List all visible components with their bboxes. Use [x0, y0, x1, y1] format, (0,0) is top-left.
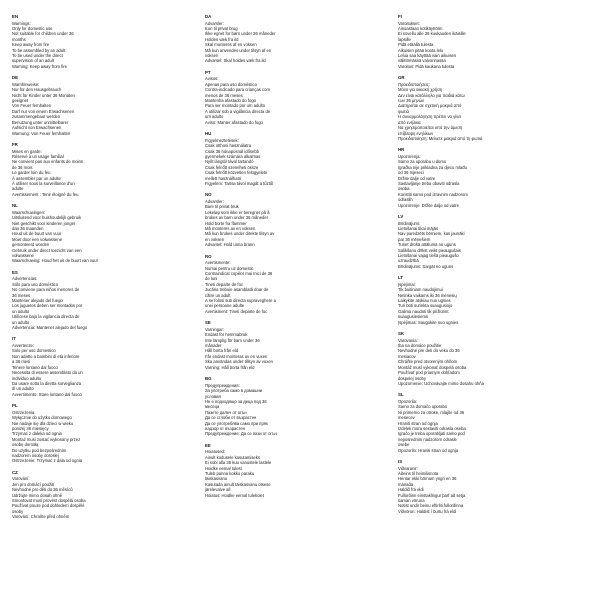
- language-section-fi: [398, 14, 584, 69]
- warning-line: Hoiatus: Hoidke eemal tulekolet: [205, 492, 264, 498]
- warning-line: надзор от възрастен: [205, 425, 245, 431]
- warning-line: Tuleb panna kokku paraku: [205, 470, 255, 476]
- warning-line: Non adatto a bambini di età inferiore: [12, 353, 80, 359]
- warning-line: To be assembled by an adult: [12, 47, 66, 53]
- warning-line: täiskasvanu: [205, 476, 228, 482]
- language-section-hr: [398, 147, 584, 208]
- language-code: FI: [398, 14, 402, 19]
- warning-line: Varoitukset:: [398, 20, 420, 26]
- warning-line: Používat pouze pod dohledem dospělé: [12, 503, 85, 509]
- warning-line: επίβλεψη ενηλίκων: [398, 130, 434, 136]
- warning-line: osoba: [398, 186, 410, 192]
- warning-line: Nur für den Hausgebrauch: [12, 87, 62, 93]
- warning-line: välittömässä valvonnassa: [398, 58, 446, 64]
- warning-line: Niet geschikt voor kinderen jonger: [12, 220, 76, 226]
- warning-line: Apenas para uso doméstico: [205, 81, 257, 87]
- warning-line: Notist undir beinu eftirliti fullorðinna: [398, 503, 464, 509]
- warning-line: Varovania:: [398, 337, 418, 343]
- warning-line: Haldið frá eldi: [398, 487, 424, 493]
- warning-line: mánaða: [398, 481, 414, 487]
- warning-line: Csak 36 hónaposnál idősebb: [205, 148, 260, 154]
- warning-line: individuo adulto: [12, 375, 42, 381]
- warning-line: Får endast monteras av en vuxen: [205, 353, 268, 359]
- warning-line: saman vöruna: [398, 498, 425, 503]
- warning-line: Įspėjimai:: [398, 281, 416, 287]
- warning-line: Må kun anvendes under tilsyn af en: [205, 47, 272, 53]
- warning-line: Csak felnőtt szerelheti össze: [205, 164, 259, 170]
- language-section-sk: [398, 331, 584, 386]
- warning-line: odraslih: [398, 197, 413, 203]
- warning-line: Tik buitiniam naudojimui: [398, 287, 443, 293]
- warning-line: Warning: Keep away from fire: [12, 63, 68, 69]
- language-code: DA: [205, 14, 212, 19]
- language-code: LV: [398, 213, 404, 219]
- warning-line: Προειδοποιήσεις:: [398, 81, 431, 87]
- warning-line: Advarsler:: [205, 198, 224, 204]
- language-code: CZ: [12, 469, 18, 475]
- warning-line: Varování: Chraňte před ohněm: [12, 514, 70, 520]
- warning-line: Avertissement : Tenir éloigné du feu: [12, 191, 79, 197]
- warning-line: unei persoane adulte: [205, 303, 245, 309]
- warning-line: Jen pro domácí použití: [12, 481, 55, 487]
- warning-line: Montáž musí vykonať dospelá osoba: [398, 364, 467, 370]
- warning-line: Διατηρείται σε σχετική μακριά από: [398, 103, 462, 109]
- warning-line: Nav paredzēts bērniem, kas jaunāki: [398, 231, 465, 237]
- warning-line: Να χρησιμοποιείται υπό την άμεση: [398, 125, 463, 131]
- language-code: DE: [12, 75, 19, 81]
- language-section-de: [12, 75, 198, 136]
- warning-line: a 36 mesi: [12, 359, 31, 365]
- warning-line: zusammengebaut werden: [12, 114, 61, 120]
- warning-line: Varoitus: Pidä kaukana tulesta: [398, 63, 455, 69]
- warning-line: Turi būti surinkta suaugusiojo: [398, 303, 453, 309]
- warning-line: osobę dorosłą: [12, 442, 39, 448]
- warning-line: Må monteres av en voksen: [205, 225, 256, 231]
- warning-line: Contraindicat copiilor mai mici de 36: [205, 271, 273, 276]
- warning-line: suaugusiesiems: [398, 314, 429, 320]
- warning-line: Sólo para uso doméstico: [12, 281, 59, 287]
- warning-line: Upozornenie: Uchovávajte mimo dosahu ohňa: [398, 380, 484, 386]
- warning-line: Nyílt lángtól távol tartandó: [205, 159, 254, 165]
- language-code: SL: [398, 392, 404, 398]
- warning-line: Lekeløp som ikke er beregnet på å: [205, 209, 270, 215]
- warning-line: Ostrzeżenie: Trzymać z dala od ognia: [12, 458, 83, 464]
- warning-line: À assembler par un adulte: [12, 175, 61, 181]
- warning-line: Η συναρμολόγηση πρέπει να γίνει: [398, 114, 462, 120]
- warning-line: Los juguetes deben ser montados por: [12, 303, 83, 309]
- warning-line: Laikykite atokiau nuo ugnies: [398, 298, 451, 304]
- warning-line: Предупреждения:: [205, 382, 240, 388]
- warning-line: Ostrzeżenia:: [12, 409, 36, 415]
- warning-line: Solo per uso domestico: [12, 348, 56, 354]
- warning-line: Turiet drošā attālumā no uguns: [398, 242, 456, 248]
- warning-line: nadzorem osoby dorosłej: [12, 452, 59, 458]
- warning-line: Figyelem: Tartsa távol magát a tűztől: [205, 180, 274, 186]
- language-code: SE: [205, 320, 211, 326]
- warning-line: Mantener alejado del fuego: [12, 298, 63, 304]
- warning-line: φωτιά: [398, 108, 409, 114]
- language-section-ee: [205, 443, 391, 498]
- warning-line: Tineti departe de foc: [205, 281, 244, 287]
- warning-line: Jucăria trebuie asamblată doar de: [205, 287, 269, 293]
- warning-line: Ni primerno za otroke, mlajše od 36: [398, 409, 465, 415]
- warning-line: Ainoastaan kotikäyttöön: [398, 26, 443, 31]
- language-section-en: [12, 14, 198, 69]
- warning-line: Μόνο για οικιακή χρήση: [398, 87, 443, 93]
- warning-line: To be used under the direct: [12, 53, 63, 59]
- warning-line: A utilizar sob a vigilância directa de: [205, 108, 271, 114]
- language-section-lv: [398, 214, 584, 269]
- warning-line: Bare til privat bruk: [205, 204, 239, 210]
- warning-line: Avvertimento: Stare lontano dal fuoco: [12, 391, 82, 397]
- warning-line: de luni: [205, 276, 218, 282]
- warning-line: Nie nadaje się dla dzieci w wieku: [12, 420, 74, 426]
- warning-line: Пазете далеч от огън: [205, 409, 247, 415]
- warning-line: Chráňte pred otvoreným ohňom: [398, 359, 458, 365]
- warning-line: către un adult: [205, 292, 231, 298]
- warning-line: από ενήλικα: [398, 119, 421, 125]
- warning-line: Ainult kodusele kasutamiseks: [205, 454, 260, 460]
- language-section-hu: [205, 131, 391, 186]
- warning-line: Von Feuer fernhalten: [12, 103, 52, 109]
- warning-line: Ska användas under tillsyn av vuxen: [205, 359, 273, 365]
- warning-line: voksen: [205, 53, 219, 59]
- warning-line: geeignet: [12, 98, 29, 104]
- language-code: IT: [12, 336, 16, 342]
- warning-line: brukes av barn under 36 måneder: [205, 215, 269, 221]
- language-code: ES: [12, 269, 18, 275]
- warning-line: Не е подходящо за деца под 36: [205, 398, 267, 404]
- warning-line: volwassene: [12, 253, 34, 258]
- warning-line: uzraudzībā: [398, 258, 419, 264]
- warning-line: Mises en garde:: [12, 148, 42, 154]
- language-code: EE: [205, 442, 211, 448]
- warning-line: Iba na domáce použitie: [398, 343, 442, 349]
- language-section-nl: [12, 203, 198, 264]
- warning-line: Advarsler:: [205, 20, 224, 26]
- warning-line: No conviene para niños menores de: [12, 287, 80, 293]
- warning-line: lapsille: [398, 36, 411, 42]
- warning-line: Leluа saa käyttää vain aikuisen: [398, 53, 457, 59]
- warning-line: Salikšanu drīkst veikt pieaugušais: [398, 247, 461, 253]
- warning-line: 36 meses: [12, 292, 31, 298]
- warning-line: de 36 mois: [12, 164, 33, 170]
- language-section-ro: [205, 254, 391, 315]
- warning-line: Hoiatused:: [205, 449, 226, 455]
- warning-line: mesecev: [398, 415, 415, 421]
- warning-line: un adulto: [12, 308, 30, 314]
- language-section-gr: [398, 75, 584, 141]
- warning-line: Aufsicht von Erwachsenen: [12, 125, 62, 131]
- language-section-is: [398, 459, 584, 514]
- language-section-se: [205, 320, 391, 370]
- language-section-cz: [12, 470, 198, 520]
- language-section-sl: [398, 392, 584, 453]
- warning-line: Viðvörun: Haldist í burtu frá eldi: [398, 508, 457, 514]
- warning-line: Contra-indicado para crianças com: [205, 87, 270, 93]
- warning-line: mesiacov: [398, 353, 416, 359]
- language-code: PL: [12, 403, 18, 409]
- warning-line: Waarschuwingen:: [12, 209, 46, 215]
- warning-line: Aikuisen pitää koota lelu: [398, 47, 444, 53]
- warning-line: За употреба само в домашни: [205, 388, 263, 394]
- warning-line: Csak felnőtt közvetlen felügyelete: [205, 170, 268, 176]
- warning-line: Hold borte fra flammer: [205, 220, 247, 226]
- warning-line: Håll borta från eld: [205, 348, 239, 354]
- warning-line: Endast för hemmabruk: [205, 332, 248, 338]
- language-code: NL: [12, 203, 18, 209]
- warning-line: Smontovat musí provést dospělá osoba: [12, 498, 86, 503]
- warning-line: månader: [205, 343, 222, 349]
- warning-line: Sastavljanje treba obaviti odrasla: [398, 180, 460, 186]
- language-section-it: [12, 336, 198, 397]
- warning-line: Koristiti samo pod izravnim nadzorom: [398, 191, 468, 197]
- warning-line: Hoidke eemal tulest: [205, 465, 242, 471]
- warning-line: Avertisment: Tineti departe de foc: [205, 308, 268, 314]
- warning-line: Δεν είναι κατάλληλο για παιδιά κάτω: [398, 92, 465, 98]
- warning-line: Предупреждение: Да се пази от огън: [205, 431, 277, 437]
- warning-line: Kasutada ainult täiskasvanu otsese: [205, 481, 271, 487]
- language-code: FR: [12, 141, 18, 147]
- warning-line: Only for domestic use: [12, 26, 53, 31]
- warning-line: Holdes væk fra ild: [205, 36, 239, 42]
- warning-line: neposrednim nadzorom odrasle: [398, 436, 457, 442]
- warning-line: Do użytku pod bezpośrednim: [12, 447, 67, 453]
- warning-line: Inte lämplig för barn under 36: [205, 337, 260, 343]
- warning-line: gemonteerd worden: [12, 242, 50, 248]
- warning-line: Necessita di essere assemblato da un: [12, 370, 83, 376]
- warning-line: Gebruik onder direct toezicht van een: [12, 247, 82, 253]
- language-section-bg: [205, 376, 391, 437]
- language-section-lt: [398, 275, 584, 325]
- warning-line: Samo za uporabu u domu: [398, 159, 447, 165]
- warning-line: adulte: [12, 186, 24, 192]
- warning-line: Mantenha afastado do fogo: [205, 98, 256, 104]
- warning-line: Keep away from fire: [12, 42, 50, 48]
- warning-line: Brīdinājums: Sargāt no uguns: [398, 263, 454, 269]
- warning-line: Upozorenja:: [398, 153, 421, 159]
- warning-line: Houd uit de buurt van vuur: [12, 231, 62, 237]
- language-code: SK: [398, 331, 405, 337]
- warning-line: Ei sovellu alle 36 kuukauden ikäisille: [398, 31, 466, 37]
- warning-line: Lietošanai tikai mājās: [398, 225, 439, 231]
- language-section-da: [205, 14, 391, 64]
- warning-line: À utiliser sous la surveillance d'un: [12, 180, 75, 186]
- language-code: PT: [205, 69, 211, 75]
- warning-line: Numai pentru uz domestic: [205, 265, 254, 271]
- warning-line: Brīdinājumi:: [398, 220, 421, 226]
- warning-line: месеца: [205, 404, 220, 410]
- column-3: [398, 14, 584, 520]
- warning-line: supervision of an adult: [12, 58, 54, 64]
- warning-line: Advarsel: Skal holdes væk fra ild: [205, 58, 266, 64]
- warning-line: Viðvaranir:: [398, 465, 418, 471]
- warning-line: Csak otthoni használatra: [205, 143, 252, 149]
- warning-line: od 36 mjeseci: [398, 170, 424, 176]
- warning-line: Benutzung unter unmittelbarer: [12, 119, 69, 125]
- warning-line: Netinka vaikams iki 36 mėnesių: [398, 292, 457, 298]
- warning-line: järelevalve all: [205, 487, 231, 493]
- warning-line: Le garder loin du feu: [12, 170, 51, 176]
- warning-line: Hraniti stran od ognja: [398, 420, 438, 426]
- language-code: IS: [398, 458, 403, 464]
- warning-line: di un adulto: [12, 386, 34, 392]
- warning-line: Advertencias:: [12, 276, 38, 282]
- warning-line: Skal monteres af en voksen: [205, 42, 257, 48]
- warning-line: gyermekek számára alkalmas: [205, 153, 261, 159]
- warning-line: Avisos:: [205, 76, 219, 82]
- warning-line: Figyelmeztetések:: [205, 137, 239, 143]
- warning-line: Izdelek mora sestaviti odrasla oseba: [398, 425, 466, 431]
- warning-line: των 36 μηνών: [398, 98, 425, 104]
- warning-line: Nicht für Kinder unter 36 Monaten: [12, 92, 75, 98]
- column-2: [205, 14, 391, 504]
- warning-line: Aviso: Manter afastado do fogo: [205, 119, 263, 125]
- warning-line: Warnung: Von Feuer fernhalten: [12, 130, 71, 136]
- warning-line: Ikke egnet for børn under 36 måneder: [205, 31, 276, 37]
- warning-line: Upozorenje: Držite dalje od vatre: [398, 202, 459, 208]
- warning-line: Samo za domačo uporabo: [398, 404, 448, 410]
- warning-line: dan 36 maanden: [12, 225, 44, 231]
- warning-line: Må kun brukes under direkte tilsyn av: [205, 231, 275, 237]
- warning-line: osoby: [12, 508, 24, 514]
- warning-line: Advertencia: Mantener alejado del fuego: [12, 325, 88, 331]
- warning-line: Varování:: [12, 476, 30, 482]
- warning-line: Varningar:: [205, 326, 225, 332]
- warning-line: Utilícese bajo la vigilancia directa de: [12, 314, 80, 320]
- warning-line: Nevhodné pro děti do 36 měsíců: [12, 487, 73, 493]
- warning-line: Warnhinweise:: [12, 81, 40, 87]
- warning-line: Προειδοποίηση: Μείνετε μακριά από τη φωτιά: [398, 135, 483, 141]
- warning-line: Advarsel: Hold unna brann: [205, 242, 255, 248]
- warning-line: Da usare sotto la diretta sorveglianza: [12, 380, 82, 386]
- warning-line: osebe: [398, 442, 410, 448]
- warning-line: условия: [205, 393, 221, 399]
- warning-line: par 36 mēnešiem: [398, 236, 431, 242]
- warning-line: Hentar ekki börnum yngri en 36: [398, 476, 457, 482]
- warning-line: Ei sobi alla 36 kuu vanustele lastele: [205, 460, 272, 466]
- warning-line: Tenere lontano dal fuoco: [12, 364, 58, 370]
- warning-line: Igračka nije prikladna za djecu mlađu: [398, 164, 467, 170]
- warning-line: un adulto: [12, 319, 30, 325]
- warning-line: Aðeins til heimilisnota: [398, 470, 439, 476]
- warning-line: Udržujte mimo dosah ohně: [12, 492, 63, 498]
- warning-line: Avvertenze:: [12, 343, 35, 349]
- warning-line: Wyłącznie do użytku domowego: [12, 415, 72, 421]
- warning-line: Opozorilo: Hraniti stran od ognja: [398, 447, 459, 453]
- warning-line: Opozorila:: [398, 398, 418, 404]
- warning-line: Waarschuwing: Houd het uit de buurt van vuur: [12, 258, 98, 264]
- warning-line: Réservé à un usage familial: [12, 153, 64, 159]
- language-section-no: [205, 192, 391, 247]
- warning-line: Darf nur von einem Erwachsenen: [12, 108, 75, 114]
- warning-line: menos de 36 meses: [205, 92, 243, 98]
- warning-line: Kun til privat brug: [205, 26, 238, 31]
- warning-line: Ne convient pas aux enfants de moins: [12, 159, 83, 165]
- language-section-fr: [12, 142, 198, 197]
- warning-line: Nevhodné pre deti do veku do 36: [398, 348, 460, 354]
- warning-line: months: [12, 36, 26, 42]
- warning-line: Да се употребява само при пряк: [205, 420, 268, 426]
- language-code: HR: [398, 147, 405, 153]
- warning-line: mellett használható: [205, 175, 242, 181]
- warning-line: Para ser montado por um adulto: [205, 103, 266, 109]
- warning-line: Montaż musi zostać wykonany przez: [12, 436, 81, 442]
- language-code: GR: [398, 75, 405, 81]
- language-code: EN: [12, 14, 19, 19]
- language-code: RO: [205, 253, 212, 259]
- warning-line: A se folosi sub directa supraveghere a: [205, 298, 276, 304]
- warning-line: Používať pod priamym dohľadom: [398, 370, 460, 376]
- warning-line: Lietošanai vajag tiešā pieaugušo: [398, 253, 459, 258]
- warning-line: dospelej osoby: [398, 375, 426, 381]
- warning-line: Įspėjimas: Saugokite nuo ugnies: [398, 319, 459, 325]
- language-code: NO: [205, 192, 212, 198]
- warning-line: Galima naudoti tik prižiūrint: [398, 308, 449, 314]
- warning-line: Not suitable for children under 36: [12, 31, 74, 37]
- warning-line: Uitsluitend voor huishoudelijk gebruik: [12, 215, 82, 221]
- warning-line: Varning: Håll borta från eld: [205, 364, 255, 370]
- warning-line: poniżej 36 miesięcy: [12, 425, 49, 431]
- language-section-pt: [205, 70, 391, 125]
- column-1: [12, 14, 198, 526]
- warning-line: Držite dalje od vatre: [398, 175, 436, 181]
- warning-line: en voksen: [205, 236, 225, 242]
- language-code: LT: [398, 275, 404, 281]
- language-code: HU: [205, 131, 212, 137]
- warning-line: um adulto: [205, 114, 224, 120]
- warning-line: Moet door een volwassene: [12, 236, 63, 242]
- warning-line: Warnings:: [12, 20, 31, 26]
- language-section-pl: [12, 403, 198, 464]
- warning-line: Да се сглоби от възрастен: [205, 415, 257, 421]
- warning-line: Fullorðinn einstaklingur þarf að setja: [398, 492, 466, 498]
- warning-line: Avertismente:: [205, 260, 231, 266]
- warning-line: Trzymać z daleka od ognia: [12, 431, 62, 437]
- warning-line: Pidä etäällä tulesta: [398, 42, 434, 48]
- language-section-es: [12, 270, 198, 331]
- warning-line: Igračo je treba uporabljati samo pod: [398, 431, 465, 437]
- language-code: BG: [205, 376, 212, 382]
